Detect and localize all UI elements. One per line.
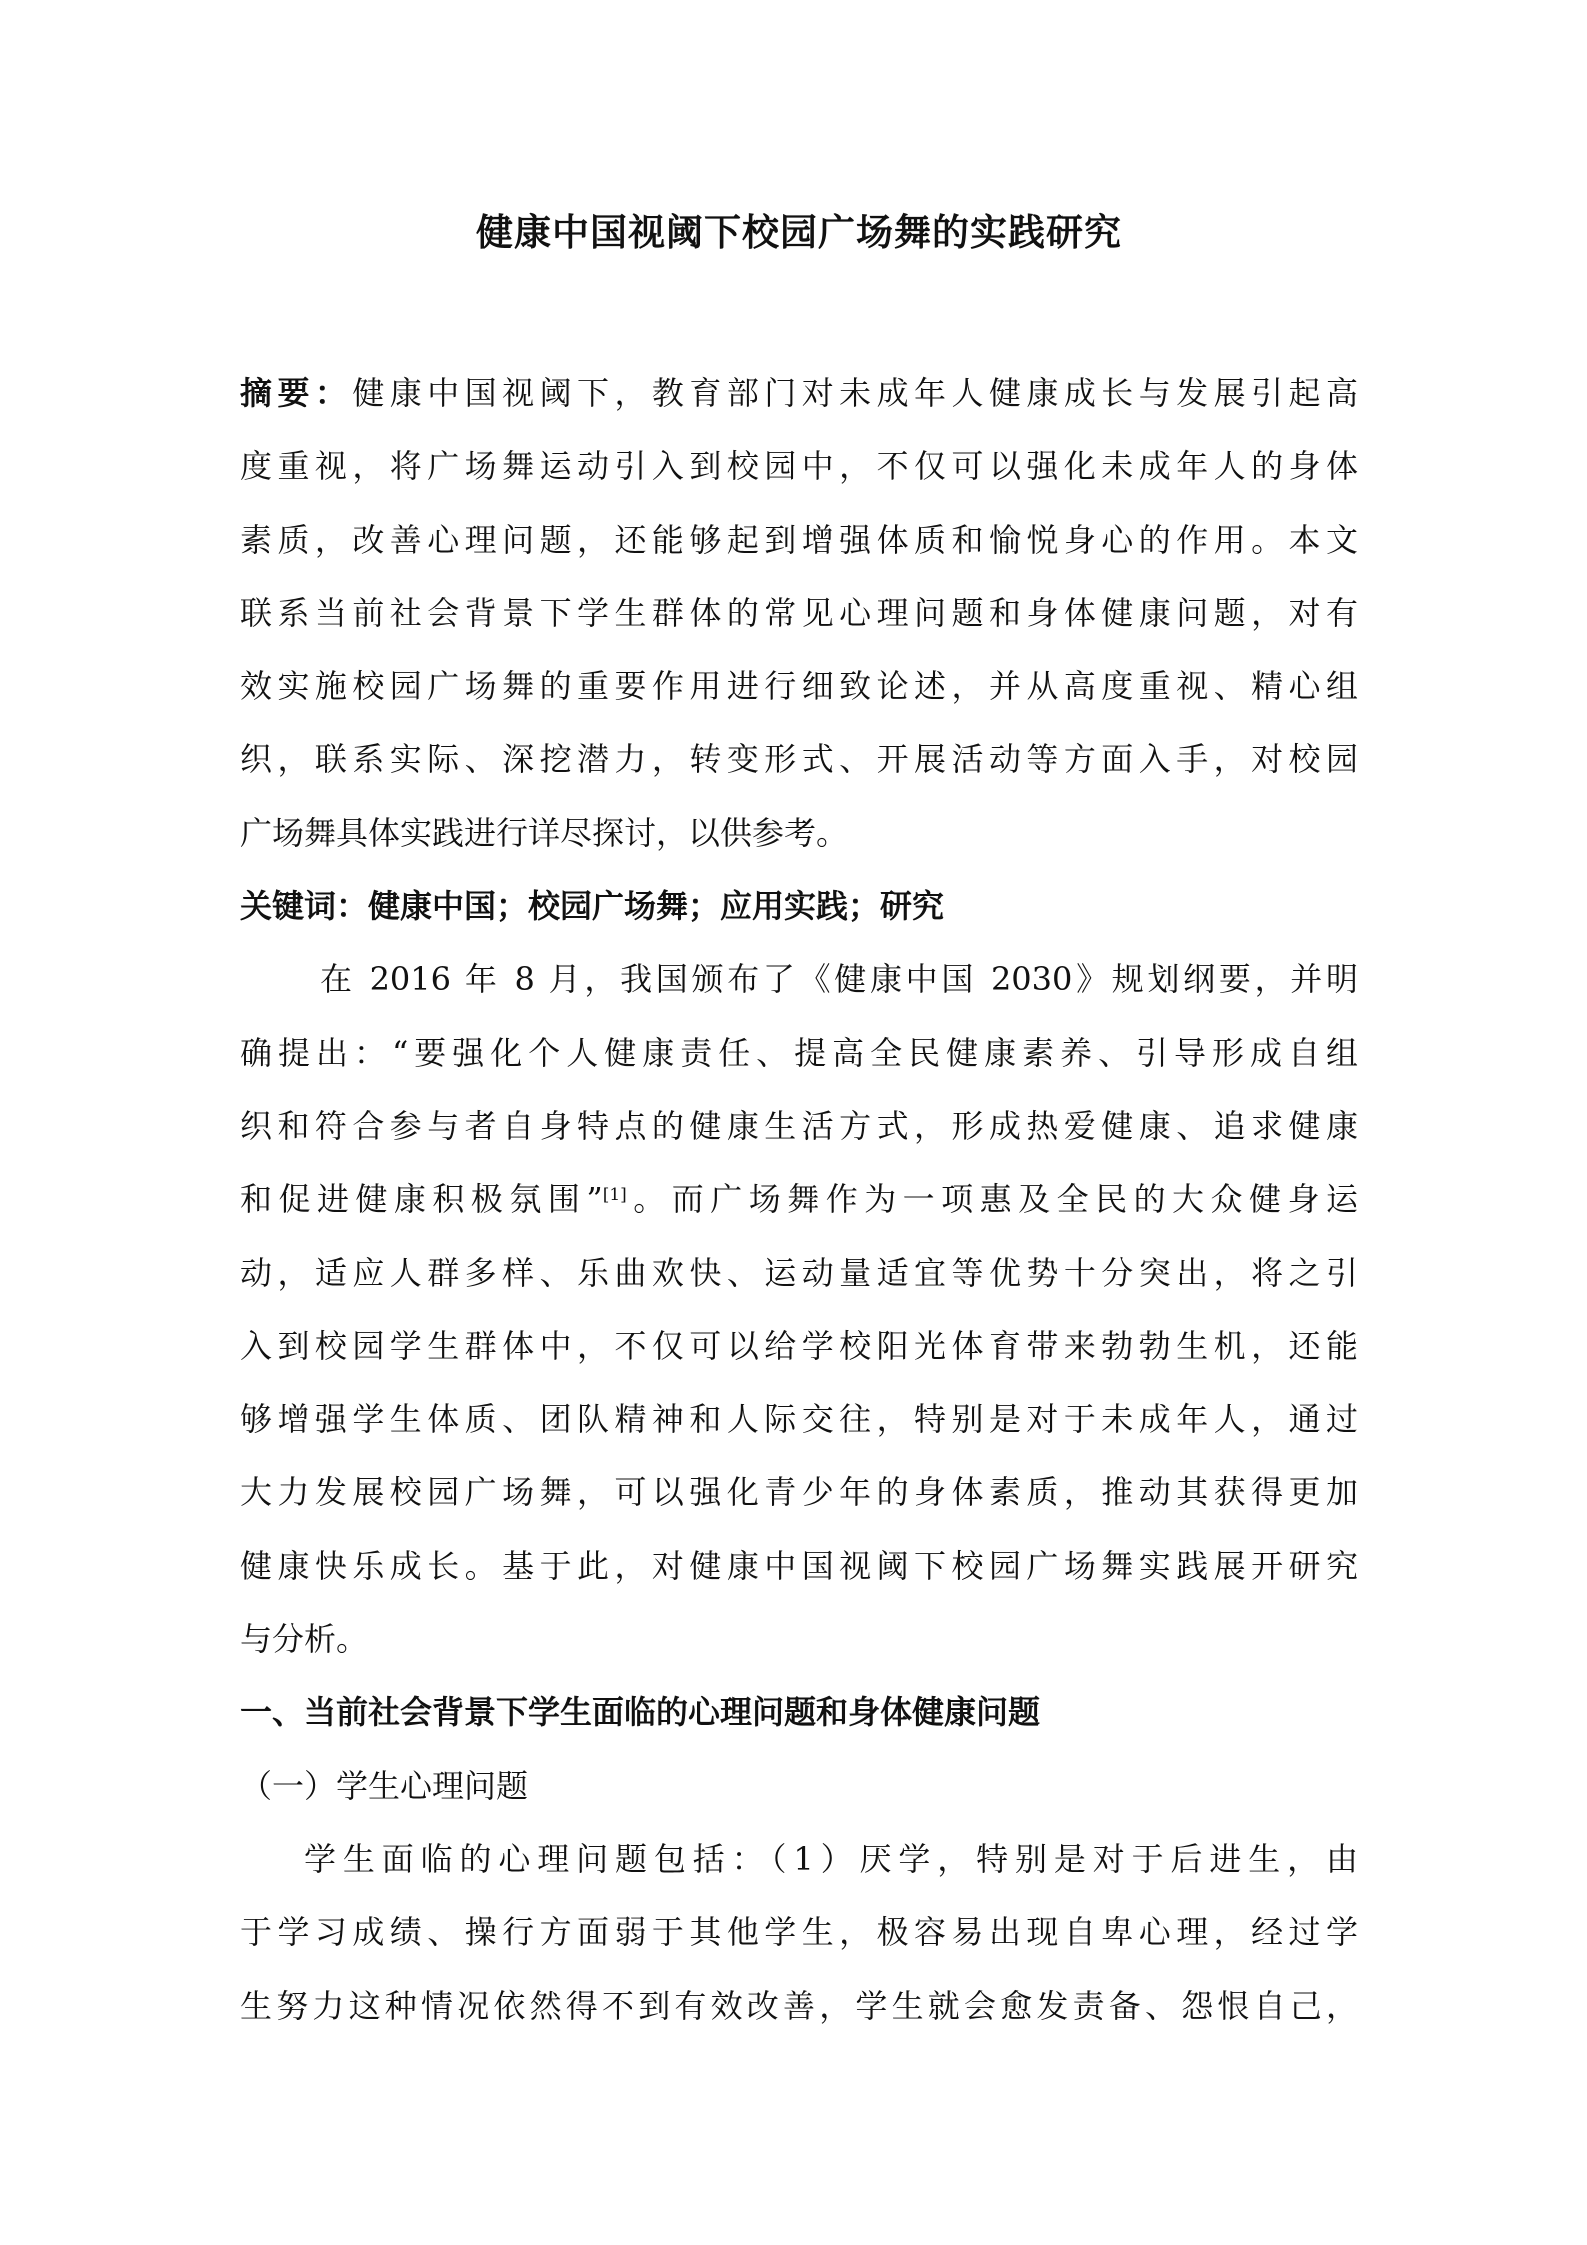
abstract-line-4: 联系当前社会背景下学生群体的常见心理问题和身体健康问题，对有 xyxy=(240,593,1358,632)
intro-line-3: 织和符合参与者自身特点的健康生活方式，形成热爱健康、追求健康 xyxy=(240,1106,1358,1145)
subsection-line-2: 于学习成绩、操行方面弱于其他学生，极容易出现自卑心理，经过学 xyxy=(240,1913,1358,1952)
body-text xyxy=(240,357,1358,2043)
intro-line-9: 健康快乐成长。基于此，对健康中国视阈下校园广场舞实践展开研究 xyxy=(240,1546,1358,1585)
abstract-line-6: 织，联系实际、深挖潜力，转变形式、开展活动等方面入手，对校园 xyxy=(240,740,1358,779)
section-heading-1: 一、当前社会背景下学生面临的心理问题和身体健康问题 xyxy=(240,1693,1041,1732)
abstract-line-2: 度重视，将广场舞运动引入到校园中，不仅可以强化未成年人的身体 xyxy=(240,447,1358,486)
abstract-line-5: 效实施校园广场舞的重要作用进行细致论述，并从高度重视、精心组 xyxy=(240,667,1358,706)
intro-line-5: 动，适应人群多样、乐曲欢快、运动量适宜等优势十分突出，将之引 xyxy=(240,1253,1358,1292)
keywords: 关键词：健康中国；校园广场舞；应用实践；研究 xyxy=(240,887,945,926)
intro-line-2: 确提出：“要强化个人健康责任、提高全民健康素养、引导形成自组 xyxy=(240,1033,1358,1072)
subsection-line-1: 学生面临的心理问题包括：（1）厌学，特别是对于后进生，由 xyxy=(304,1839,1358,1878)
paper-title: 健康中国视阈下校园广场舞的实践研究 xyxy=(476,210,1122,254)
intro-line-4-after: 。而广场舞作为一项惠及全民的大众健身运 xyxy=(626,1180,1358,1219)
intro-line-7: 够增强学生体质、团队精神和人际交往，特别是对于未成年人，通过 xyxy=(240,1400,1358,1439)
abstract-text: 健康中国视阈下，教育部门对未成年人健康成长与发展引起高 xyxy=(352,374,1358,412)
subsection-line-3: 生努力这种情况依然得不到有效改善，学生就会愈发责备、怨恨自己， xyxy=(240,1986,1358,2025)
intro-line-8: 大力发展校园广场舞，可以强化青少年的身体素质，推动其获得更加 xyxy=(240,1473,1358,1512)
intro-line-6: 入到校园学生群体中，不仅可以给学校阳光体育带来勃勃生机，还能 xyxy=(240,1326,1358,1365)
intro-line-10: 与分析。 xyxy=(240,1620,369,1659)
abstract-line-1 xyxy=(240,357,1358,430)
citation-1: [1] xyxy=(602,1185,627,1206)
abstract-label: 摘要： xyxy=(240,374,353,412)
intro-line-1: 在 2016 年 8 月，我国颁布了《健康中国 2030》规划纲要，并明 xyxy=(320,960,1358,999)
intro-line-4 xyxy=(240,1163,1358,1236)
intro-line-4-before: 和促进健康积极氛围” xyxy=(240,1180,603,1219)
subsection-heading-1: （一）学生心理问题 xyxy=(240,1766,529,1805)
abstract-line-7: 广场舞具体实践进行详尽探讨，以供参考。 xyxy=(240,813,849,852)
abstract-line-3: 素质，改善心理问题，还能够起到增强体质和愉悦身心的作用。本文 xyxy=(240,520,1358,559)
